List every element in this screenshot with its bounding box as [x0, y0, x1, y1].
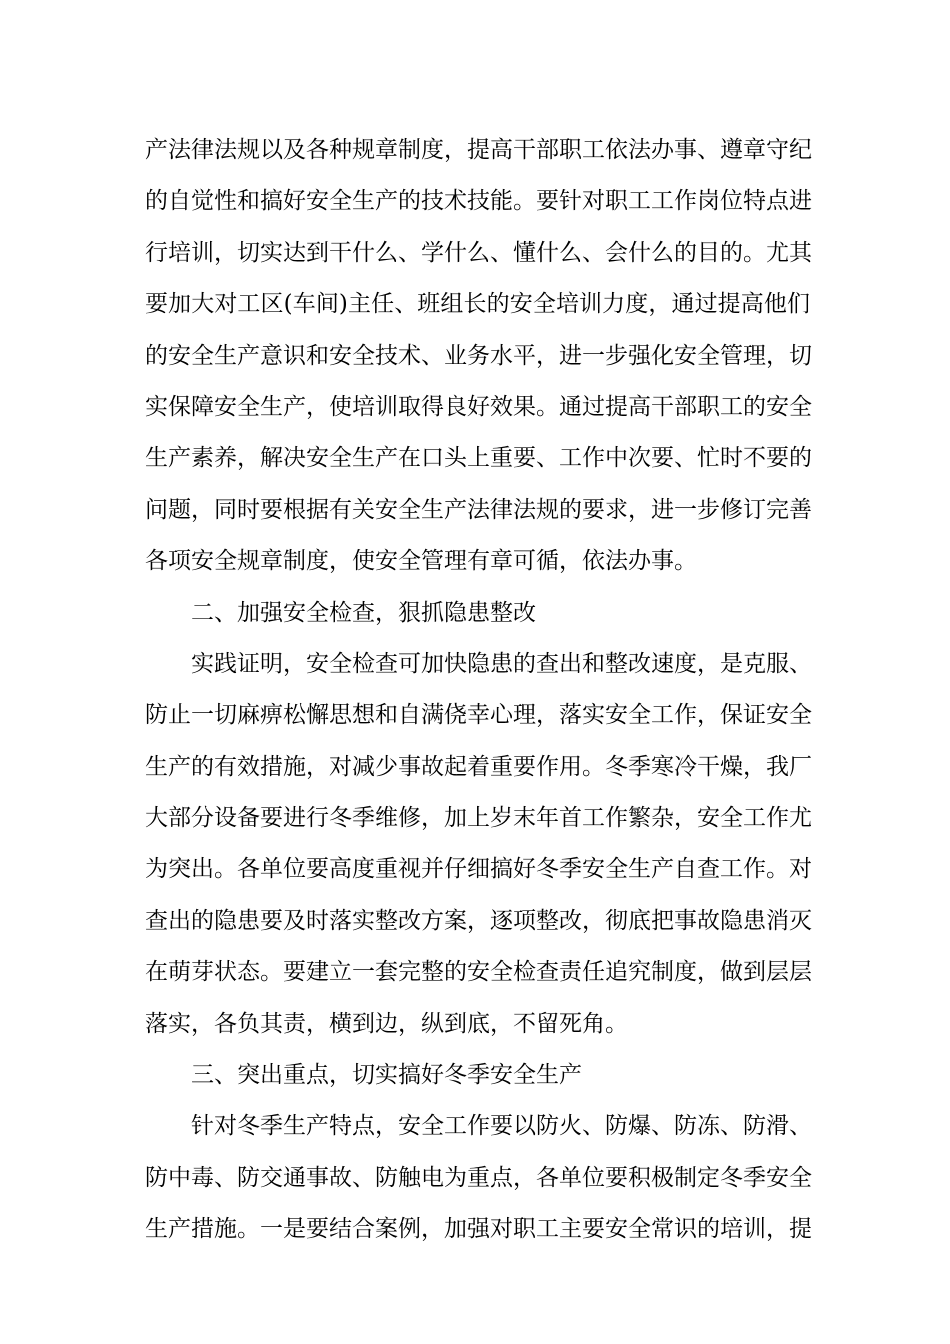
text-line: 生产的有效措施，对减少事故起着重要作用。冬季寒冷干燥，我厂: [145, 753, 812, 780]
text-line: 防中毒、防交通事故、防触电为重点，各单位要积极制定冬季安全: [145, 1164, 812, 1191]
text-line: 生产措施。一是要结合案例，加强对职工主要安全常识的培训，提: [145, 1216, 812, 1243]
text-line: 在萌芽状态。要建立一套完整的安全检查责任追究制度，做到层层: [145, 959, 812, 986]
text-line: 查出的隐患要及时落实整改方案，逐项整改，彻底把事故隐患消灭: [145, 907, 812, 934]
text-line: 问题，同时要根据有关安全生产法律法规的要求，进一步修订完善: [145, 496, 812, 523]
text-line: 生产素养，解决安全生产在口头上重要、工作中次要、忙时不要的: [145, 445, 812, 472]
body-text: [145, 125, 810, 1256]
section-heading: 二、加强安全检查，狠抓隐患整改: [191, 599, 536, 626]
text-line: 实保障安全生产，使培训取得良好效果。通过提高干部职工的安全: [145, 393, 812, 420]
text-line: 行培训，切实达到干什么、学什么、懂什么、会什么的目的。尤其: [145, 239, 812, 266]
text-line: 落实，各负其责，横到边，纵到底，不留死角。: [145, 1010, 628, 1037]
text-line: 实践证明，安全检查可加快隐患的查出和整改速度，是克服、: [191, 650, 812, 677]
text-line: 的自觉性和搞好安全生产的技术技能。要针对职工工作岗位特点进: [145, 188, 812, 215]
text-line: 产法律法规以及各种规章制度，提高干部职工依法办事、遵章守纪: [145, 137, 812, 163]
section-heading: 三、突出重点，切实搞好冬季安全生产: [191, 1062, 582, 1089]
text-line: 大部分设备要进行冬季维修，加上岁末年首工作繁杂，安全工作尤: [145, 805, 812, 832]
text-line: 的安全生产意识和安全技术、业务水平，进一步强化安全管理，切: [145, 342, 812, 369]
text-line: 针对冬季生产特点，安全工作要以防火、防爆、防冻、防滑、: [191, 1113, 812, 1140]
text-line: 各项安全规章制度，使安全管理有章可循，依法办事。: [145, 548, 697, 575]
text-line: 要加大对工区(车间)主任、班组长的安全培训力度，通过提高他们: [145, 291, 810, 318]
text-line: 防止一切麻痹松懈思想和自满侥幸心理，落实安全工作，保证安全: [145, 702, 812, 729]
text-line: 为突出。各单位要高度重视并仔细搞好冬季安全生产自查工作。对: [145, 856, 812, 883]
